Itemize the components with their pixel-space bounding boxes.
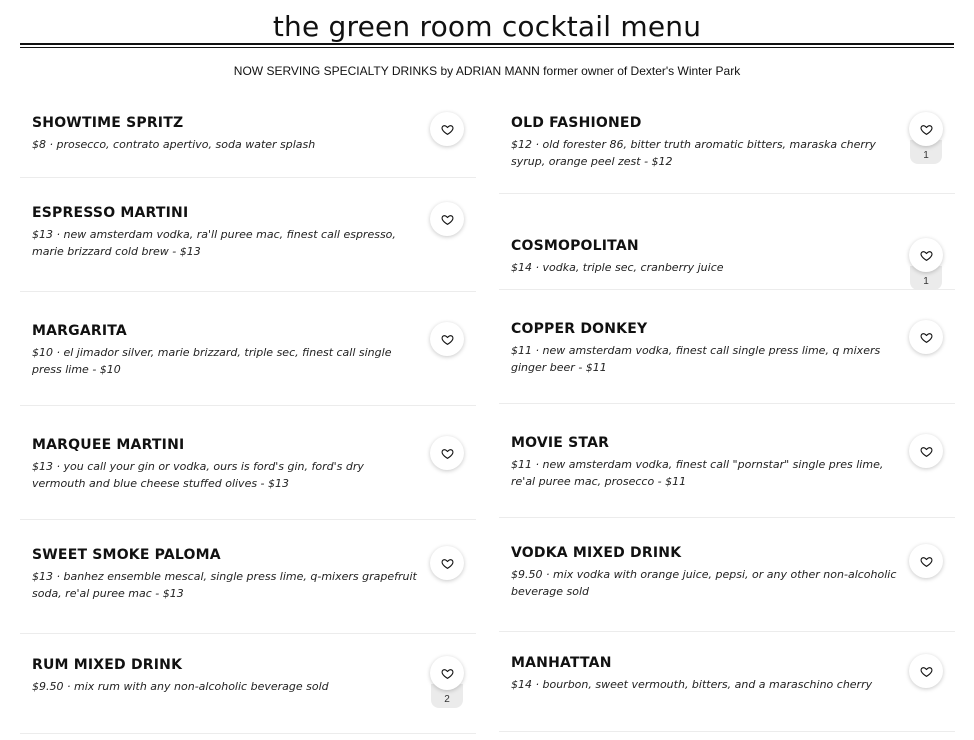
menu-item-description: $8 · prosecco, contrato apertivo, soda water splash [32, 138, 316, 151]
menu-item-text [511, 237, 899, 276]
menu-item-name: MOVIE STAR [511, 435, 610, 451]
like-control [909, 434, 943, 468]
like-control [909, 544, 943, 578]
menu-item-name: SWEET SMOKE PALOMA [32, 547, 221, 563]
heart-outline-icon [441, 333, 454, 346]
like-count-badge: 2 [431, 684, 463, 708]
menu-item-description: $11 · new amsterdam vodka, finest call single press lime, q mixers ginger beer - $11 [511, 344, 881, 374]
menu-item-text [32, 656, 420, 695]
like-control [430, 546, 464, 580]
menu-item-text [32, 114, 420, 153]
menu-item-text [32, 322, 420, 378]
menu-column-right [499, 92, 955, 732]
menu-item-margarita[interactable] [20, 292, 476, 406]
like-control [430, 436, 464, 470]
menu-item-rum-mixed-drink[interactable] [20, 634, 476, 734]
menu-item-text [32, 204, 420, 260]
heart-outline-icon [441, 447, 454, 460]
menu-item-movie-star[interactable] [499, 404, 955, 518]
menu-item-name: COPPER DONKEY [511, 321, 648, 337]
like-button[interactable] [430, 112, 464, 146]
like-control [430, 112, 464, 146]
menu-item-name: MARGARITA [32, 323, 127, 339]
heart-outline-icon [441, 667, 454, 680]
like-button[interactable] [909, 544, 943, 578]
menu-item-text [511, 320, 899, 376]
like-button[interactable] [430, 436, 464, 470]
like-control [909, 320, 943, 354]
like-button[interactable] [909, 320, 943, 354]
menu-item-sweet-smoke-paloma[interactable] [20, 520, 476, 634]
menu-item-description: $12 · old forester 86, bitter truth aromatic bitters, maraska cherry syrup, orange peel zest - $12 [511, 138, 876, 168]
like-count-badge: 1 [910, 140, 942, 164]
menu-item-text [32, 546, 420, 602]
heart-outline-icon [441, 123, 454, 136]
menu-item-manhattan[interactable] [499, 632, 955, 732]
menu-item-description: $13 · you call your gin or vodka, ours is ford's gin, ford's dry vermouth and blue cheese stuffed olives - $13 [32, 460, 364, 490]
like-control [909, 112, 943, 164]
menu-item-description: $9.50 · mix rum with any non-alcoholic beverage sold [32, 680, 329, 693]
menu-item-description: $13 · banhez ensemble mescal, single press lime, q-mixers grapefruit soda, re'al puree mac - $13 [32, 570, 417, 600]
heart-outline-icon [920, 665, 933, 678]
menu-column-left [20, 92, 476, 734]
menu-item-name: ESPRESSO MARTINI [32, 205, 189, 221]
menu-item-cosmopolitan[interactable] [499, 194, 955, 290]
like-button[interactable] [909, 654, 943, 688]
menu-item-name: MANHATTAN [511, 655, 612, 671]
like-button[interactable] [430, 322, 464, 356]
menu-item-name: VODKA MIXED DRINK [511, 545, 682, 561]
like-button[interactable] [909, 112, 943, 146]
menu-item-name: RUM MIXED DRINK [32, 657, 183, 673]
like-control [430, 656, 464, 708]
heart-outline-icon [441, 557, 454, 570]
menu-item-old-fashioned[interactable] [499, 92, 955, 194]
heart-outline-icon [920, 249, 933, 262]
menu-item-description: $13 · new amsterdam vodka, ra'll puree mac, finest call espresso, marie brizzard cold brew - $13 [32, 228, 396, 258]
title-divider [20, 43, 954, 45]
title-divider-thin [20, 47, 954, 48]
menu-item-showtime-spritz[interactable] [20, 92, 476, 178]
menu-item-copper-donkey[interactable] [499, 290, 955, 404]
heart-outline-icon [920, 123, 933, 136]
menu-item-vodka-mixed-drink[interactable] [499, 518, 955, 632]
like-control [909, 238, 943, 290]
menu-item-name: MARQUEE MARTINI [32, 437, 185, 453]
menu-item-name: OLD FASHIONED [511, 115, 642, 131]
page-subtitle: NOW SERVING SPECIALTY DRINKS by ADRIAN MANN former owner of Dexter's Winter Park [233, 64, 741, 78]
menu-item-description: $9.50 · mix vodka with orange juice, pepsi, or any other non-alcoholic beverage sold [511, 568, 897, 598]
heart-outline-icon [920, 555, 933, 568]
like-control [430, 322, 464, 356]
menu-item-text [32, 436, 420, 492]
menu-item-description: $14 · vodka, triple sec, cranberry juice [511, 261, 724, 274]
like-control [909, 654, 943, 688]
like-button[interactable] [430, 202, 464, 236]
like-button[interactable] [909, 434, 943, 468]
heart-outline-icon [920, 331, 933, 344]
like-count-badge: 1 [910, 266, 942, 290]
menu-item-name: COSMOPOLITAN [511, 238, 639, 254]
menu-item-text [511, 544, 899, 600]
menu-item-text [511, 654, 899, 693]
menu-item-description: $14 · bourbon, sweet vermouth, bitters, and a maraschino cherry [511, 678, 873, 691]
heart-outline-icon [441, 213, 454, 226]
menu-item-description: $11 · new amsterdam vodka, finest call "pornstar" single pres lime, re'al puree mac, prosecco - $11 [511, 458, 884, 488]
menu-item-marquee-martini[interactable] [20, 406, 476, 520]
like-button[interactable] [909, 238, 943, 272]
page-title: the green room cocktail menu [272, 10, 702, 43]
menu-item-text [511, 114, 899, 170]
like-control [430, 202, 464, 236]
heart-outline-icon [920, 445, 933, 458]
like-button[interactable] [430, 656, 464, 690]
like-button[interactable] [430, 546, 464, 580]
menu-item-espresso-martini[interactable] [20, 178, 476, 292]
menu-item-name: SHOWTIME SPRITZ [32, 115, 184, 131]
menu-item-text [511, 434, 899, 490]
menu-item-description: $10 · el jimador silver, marie brizzard, triple sec, finest call single press lime - $10 [32, 346, 392, 376]
